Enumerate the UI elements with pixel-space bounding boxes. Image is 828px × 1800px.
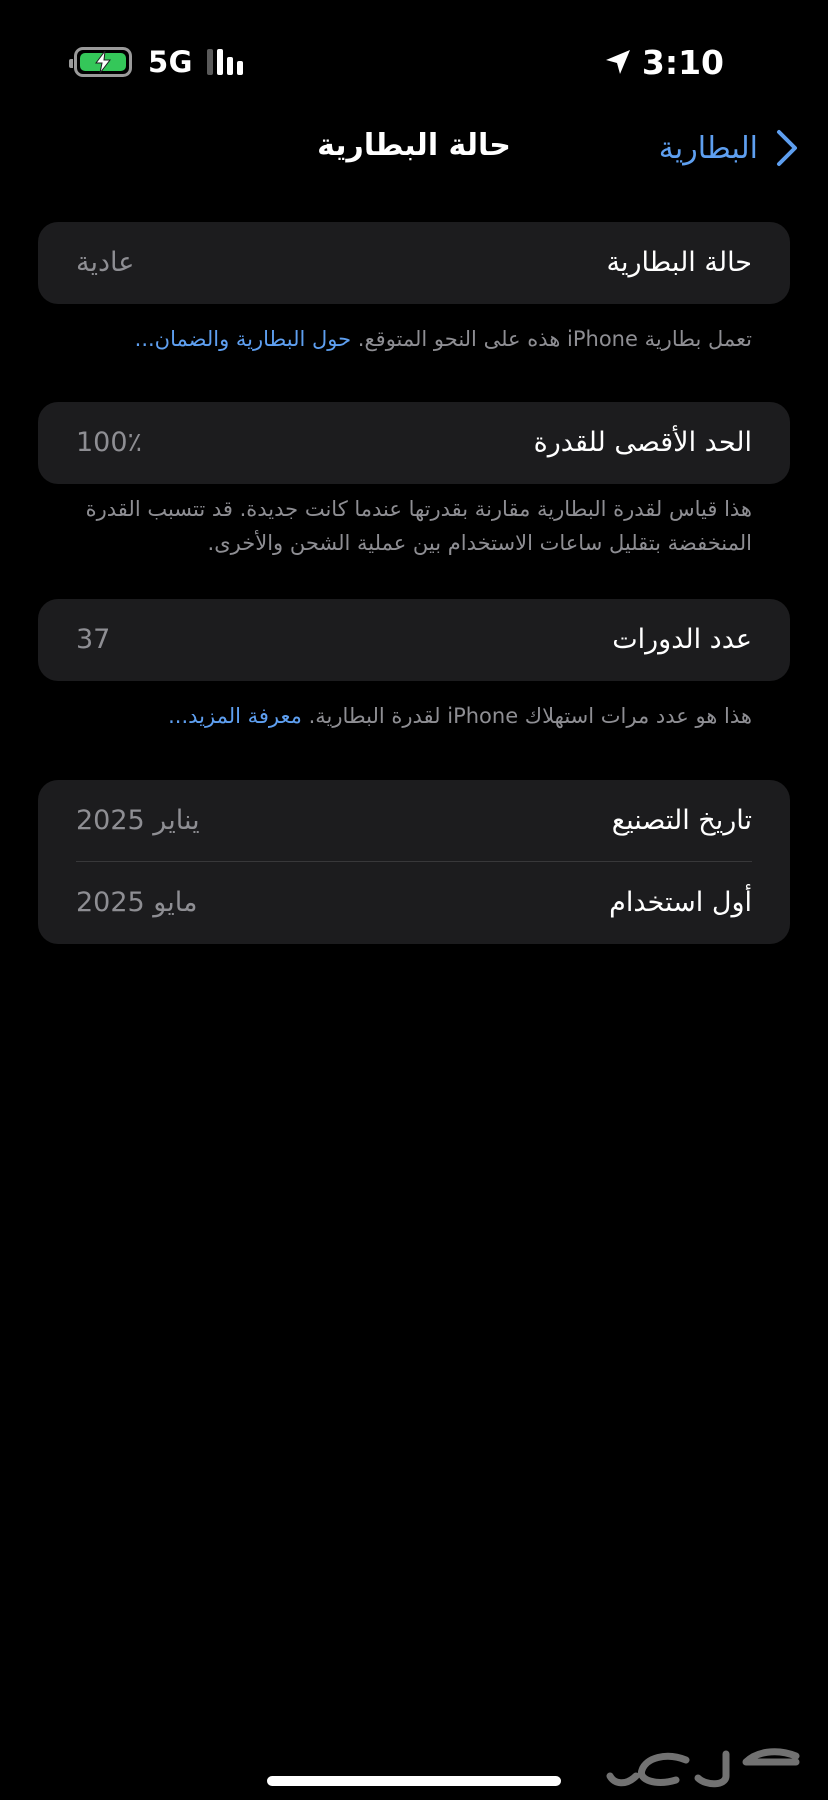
battery-fill [80,53,126,71]
battery-health-footnote-text: تعمل بطارية iPhone هذه على النحو المتوقع. [357,327,752,351]
manufacture-date-value: يناير 2025 [76,805,200,836]
status-right-group [604,42,724,82]
battery-health-footnote [60,322,752,356]
learn-more-link[interactable]: معرفة المزيد... [168,704,302,728]
battery-cap [69,59,73,68]
battery-dates-card [38,780,790,944]
status-left-group [74,44,243,80]
manufacture-date-label: تاريخ التصنيع [611,805,752,836]
maximum-capacity-label: الحد الأقصى للقدرة [533,427,752,458]
battery-health-value: عادية [76,247,135,278]
home-indicator[interactable] [267,1776,561,1786]
maximum-capacity-value: 100٪ [76,427,143,458]
battery-warranty-link[interactable]: حول البطارية والضمان... [134,327,352,351]
battery-health-card [38,222,790,304]
cycle-count-value: 37 [76,624,111,655]
back-button-label: البطارية [658,130,758,166]
clock: 3:10 [641,42,724,82]
signal-bar [227,57,233,75]
signal-strength-icon [207,49,243,75]
maximum-capacity-footnote-text: هذا قياس لقدرة البطارية مقارنة بقدرتها عندما كانت جديدة. قد تتسبب القدرة المنخفضة بتقليل ساعات الاستخدام بين عملية الشحن والأخرى. [85,497,752,555]
page-title: حالة البطارية [317,128,511,163]
haraj-watermark-logo [606,1746,806,1794]
cycle-count-card [38,599,790,681]
location-arrow-icon [604,48,632,76]
manufacture-date-row [38,780,790,862]
battery-health-row [38,222,790,304]
maximum-capacity-row [38,402,790,484]
maximum-capacity-card [38,402,790,484]
maximum-capacity-footnote [60,492,752,560]
charging-bolt-icon [95,51,111,73]
first-use-label: أول استخدام [609,887,752,918]
first-use-row [38,862,790,944]
signal-bar [217,49,223,75]
cycle-count-footnote [60,699,752,733]
cycle-count-label: عدد الدورات [612,624,752,655]
first-use-value: مايو 2025 [76,887,198,918]
signal-bar [237,61,243,75]
battery-charging-icon [74,47,132,77]
nav-bar [0,120,828,176]
signal-bar [207,49,213,75]
cycle-count-footnote-text: هذا هو عدد مرات استهلاك iPhone لقدرة البطارية. [308,704,752,728]
status-bar [0,0,828,120]
battery-health-label: حالة البطارية [606,247,752,278]
cycle-count-row [38,599,790,681]
network-type-label: 5G [148,45,193,79]
